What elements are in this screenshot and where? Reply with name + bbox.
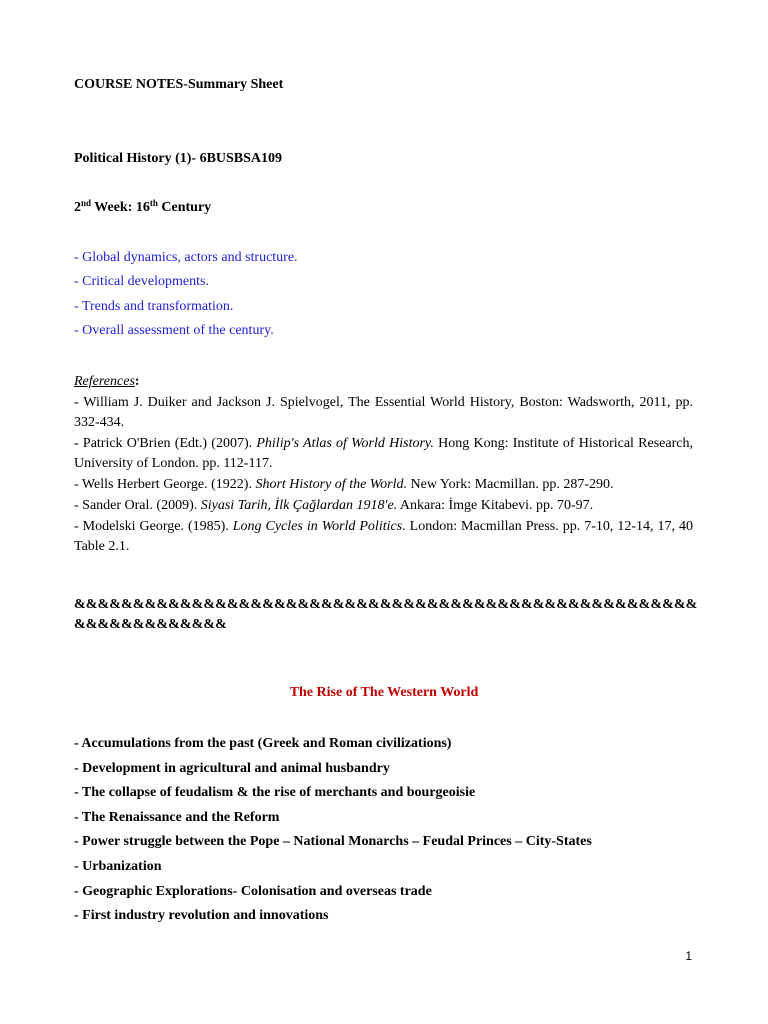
reference-title: Long Cycles in World Politics [232,519,403,534]
reference-item [74,475,693,495]
week-ordinal-suffix: nd [81,198,92,208]
reference-text: - Modelski George. (1985). [74,519,233,534]
list-item: - Accumulations from the past (Greek and Roman civilizations) [74,736,452,751]
list-item: - Development in agricultural and animal husbandry [74,760,390,776]
century-ordinal-suffix: th [149,198,158,208]
section-title: The Rise of The Western World [289,685,479,700]
topic-item: - Critical developments. [74,274,209,289]
references-heading-text: References [74,374,135,389]
week-number: 2 [74,200,81,215]
list-item: - The Renaissance and the Reform [74,809,280,825]
topic-item: - Overall assessment of the century. [74,323,274,338]
reference-text: - Sander Oral. (2009). [74,498,201,513]
references-section [74,372,693,558]
rise-factors-list [74,735,592,932]
reference-item [74,517,693,557]
week-label: Week: 16 [91,200,150,215]
week-heading [74,199,211,217]
reference-text: . London: Macmillan Press. pp. 7-10, 12-14, 17, 40 Table 2.1. [74,519,693,554]
reference-item [74,496,693,516]
list-item: - Geographic Explorations- Colonisation and overseas trade [74,883,432,899]
reference-text: - William J. Duiker and Jackson J. Spielvogel, The Essential World History, Boston: Wadsworth, 2011, pp. 332-434. [74,395,693,430]
reference-title: Short History of the World. [255,477,408,492]
page-number: 1 [685,949,692,963]
reference-text: New York: Macmillan. pp. 287-290. [407,477,614,492]
list-item: - Power struggle between the Pope – National Monarchs – Feudal Princes – City-States [74,834,592,850]
topic-item: - Trends and transformation. [74,299,234,314]
reference-item [74,393,693,433]
reference-text: - Patrick O'Brien (Edt.) (2007). [74,436,257,451]
document-title: COURSE NOTES-Summary Sheet [74,77,284,92]
topic-item: - Global dynamics, actors and structure. [74,250,298,265]
list-item: - Urbanization [74,858,162,874]
list-item: - The collapse of feudalism & the rise of merchants and bourgeoisie [74,785,476,801]
reference-text: Ankara: İmge Kitabevi. pp. 70-97. [397,498,594,513]
reference-title: Siyasi Tarih, İlk Çağlardan 1918'e. [200,498,398,513]
references-heading [74,372,693,392]
century-label: Century [157,200,212,215]
reference-text: Hong Kong: Institute of Historical Research, University of London. pp. 112-117. [74,436,693,471]
reference-title: Philip's Atlas of World History. [256,436,434,451]
list-item: - First industry revolution and innovations [74,908,329,924]
ampersand-separator: &&&&&&&&&&&&&&&&&&&&&&&&&&&&&&&&&&&&&&&&&&&&&&&&&&&&&&&&&&&&&&&&&& [74,597,698,632]
reference-item [74,434,693,474]
reference-text: - Wells Herbert George. (1922). [74,477,256,492]
course-code: Political History (1)- 6BUSBSA109 [74,151,283,166]
references-heading-colon: : [134,374,140,389]
